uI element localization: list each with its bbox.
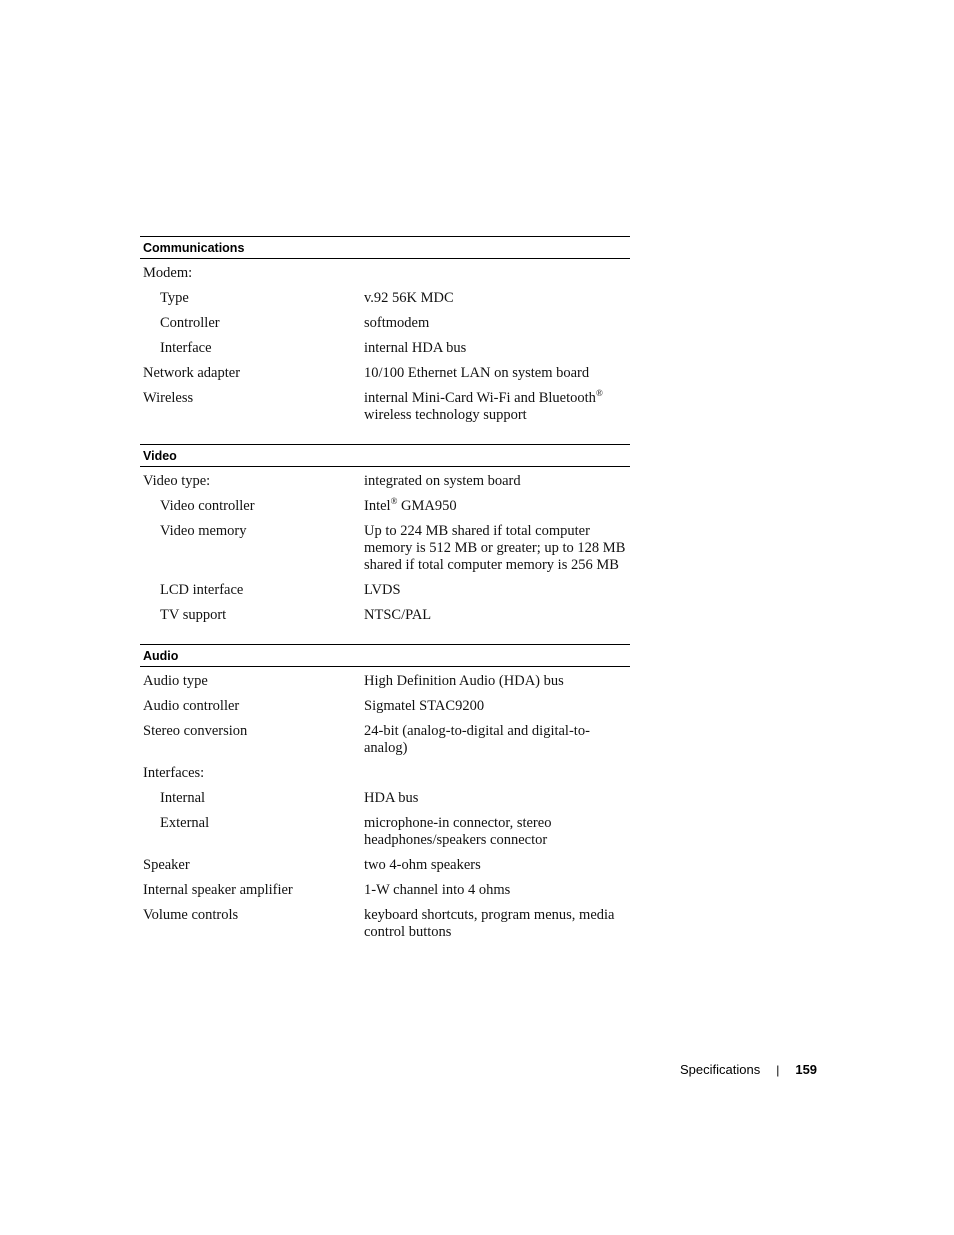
spec-value-text: internal Mini-Card Wi-Fi and Bluetooth — [364, 390, 596, 406]
spec-value: v.92 56K MDC — [364, 290, 454, 306]
registered-mark: ® — [595, 388, 603, 398]
spec-value — [364, 498, 626, 515]
spec-value: softmodem — [364, 315, 430, 331]
audio-section — [140, 644, 630, 945]
spec-label: Internal — [160, 790, 206, 806]
page-number: 159 — [795, 1062, 818, 1077]
spec-value: High Definition Audio (HDA) bus — [364, 673, 564, 689]
spec-row-volume-controls — [140, 903, 630, 945]
spec-value — [364, 765, 626, 782]
spec-label: Internal speaker amplifier — [143, 882, 293, 898]
spec-row-network-adapter — [140, 361, 630, 386]
spec-value: Up to 224 MB shared if total computer memory is 512 MB or greater; up to 128 MB shared if total computer memory is 256 MB — [364, 523, 626, 573]
footer-section-name: Specifications — [680, 1062, 761, 1077]
spec-label: Network adapter — [143, 365, 241, 381]
spec-row-video-type — [140, 469, 630, 494]
spec-label: External — [160, 815, 210, 831]
spec-label: LCD interface — [160, 582, 244, 598]
page-footer — [680, 1061, 817, 1079]
spec-row-wireless — [140, 386, 630, 428]
spec-label: TV support — [160, 607, 227, 623]
spec-value — [364, 390, 626, 424]
registered-mark: ® — [390, 496, 398, 506]
spec-label: Video memory — [160, 523, 247, 539]
spec-row-modem-controller — [140, 311, 630, 336]
spec-value-text: Intel — [364, 498, 391, 514]
spec-label: Modem: — [143, 265, 193, 281]
spec-value: microphone-in connector, stereo headphones/speakers connector — [364, 815, 552, 848]
spec-value: 1-W channel into 4 ohms — [364, 882, 511, 898]
section-header-audio: Audio — [140, 644, 630, 667]
spec-row-video-controller — [140, 494, 630, 519]
spec-value: LVDS — [364, 582, 401, 598]
spec-row-modem — [140, 261, 630, 286]
spec-value: internal HDA bus — [364, 340, 467, 356]
spec-label: Wireless — [143, 390, 194, 406]
spec-label: Controller — [160, 315, 220, 331]
footer-separator: | — [776, 1063, 780, 1077]
spec-label: Audio controller — [143, 698, 240, 714]
spec-row-video-memory — [140, 519, 630, 578]
spec-value: keyboard shortcuts, program menus, media control buttons — [364, 907, 615, 940]
spec-row-audio-type — [140, 669, 630, 694]
spec-label: Video type: — [143, 473, 211, 489]
spec-value-text: wireless technology support — [364, 407, 527, 423]
spec-label: Interface — [160, 340, 212, 356]
spec-value — [364, 265, 626, 282]
section-header-video: Video — [140, 444, 630, 467]
spec-value-text: GMA950 — [397, 498, 457, 514]
spec-row-interfaces-external — [140, 811, 630, 853]
spec-label: Speaker — [143, 857, 190, 873]
spec-label: Audio type — [143, 673, 208, 689]
spec-label: Type — [160, 290, 189, 306]
spec-value: Sigmatel STAC9200 — [364, 698, 485, 714]
communications-section — [140, 236, 630, 428]
spec-row-lcd-interface — [140, 578, 630, 603]
spec-row-speaker — [140, 853, 630, 878]
spec-row-speaker-amplifier — [140, 878, 630, 903]
spec-value: integrated on system board — [364, 473, 521, 489]
spec-value: HDA bus — [364, 790, 419, 806]
spec-label: Stereo conversion — [143, 723, 248, 739]
video-section — [140, 444, 630, 628]
spec-value: 10/100 Ethernet LAN on system board — [364, 365, 590, 381]
spec-label: Video controller — [160, 498, 255, 514]
spec-label: Interfaces: — [143, 765, 205, 781]
spec-row-interfaces-internal — [140, 786, 630, 811]
spec-row-audio-controller — [140, 694, 630, 719]
spec-row-modem-interface — [140, 336, 630, 361]
section-header-communications: Communications — [140, 236, 630, 259]
spec-label: Volume controls — [143, 907, 239, 923]
spec-row-modem-type — [140, 286, 630, 311]
spec-row-tv-support — [140, 603, 630, 628]
spec-value: two 4-ohm speakers — [364, 857, 481, 873]
spec-row-interfaces — [140, 761, 630, 786]
specifications-table — [140, 236, 630, 945]
spec-row-stereo-conversion — [140, 719, 630, 761]
spec-value: NTSC/PAL — [364, 607, 432, 623]
spec-value: 24-bit (analog-to-digital and digital-to-analog) — [364, 723, 590, 756]
